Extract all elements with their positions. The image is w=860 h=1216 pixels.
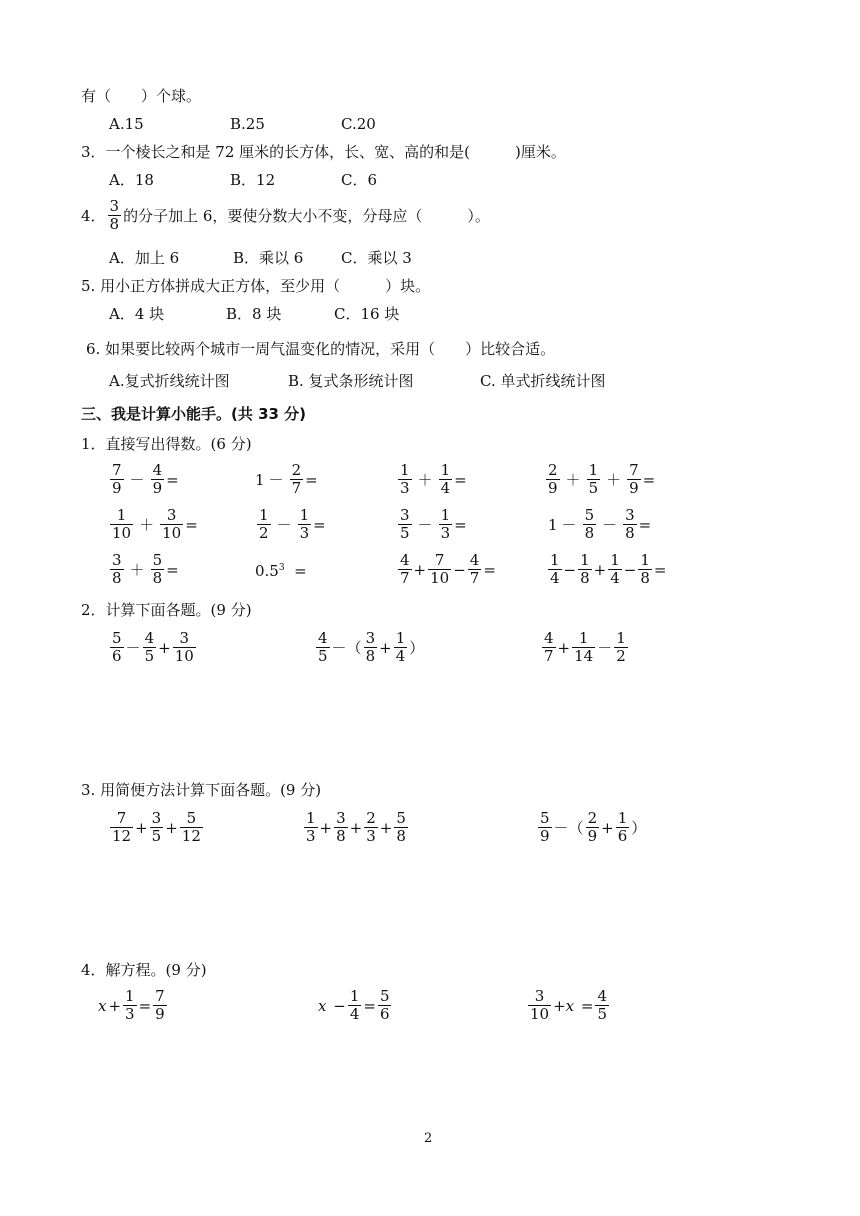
section3-title: 三、我是计算小能手。(共 33 分)	[81, 405, 307, 423]
q3-opt-c: C．6	[341, 171, 378, 189]
q5-opt-b: B．8 块	[226, 305, 282, 323]
part1-heading: 1．直接写出得数。(6 分)	[81, 435, 252, 453]
mental-item: 3 5 － $\frac{1}{3}$ =	[400, 506, 467, 542]
mental-item: 2 9 ＋ 1 5 ＋ $\frac{7}{9}$ =	[548, 461, 656, 497]
mental-item: 4 7 + $\frac{7}{10}$ − $\frac{4}{7}$ =	[400, 551, 496, 587]
mental-item: 7 9 － $\frac{4}{9}$ =	[112, 461, 179, 497]
q2-opt-b: B.25	[230, 115, 265, 133]
q2-opt-c: C.20	[341, 115, 376, 133]
page-number: 2	[424, 1131, 433, 1146]
calc-item: 1 3 + $\frac{3}{8}$ + $\frac{2}{3}$ + $\frac{5}{8}$	[306, 809, 406, 845]
q6-text: 6. 如果要比较两个城市一周气温变化的情况，采用（ ）比较合适。	[86, 340, 556, 358]
q6-opt-c: C. 单式折线统计图	[480, 372, 606, 390]
mental-item: 3 8 ＋ $\frac{5}{8}$ =	[112, 551, 179, 587]
calc-item: 7 12 + $\frac{3}{5}$ + $\frac{5}{12}$	[112, 809, 201, 845]
mental-item: 1 － 5 8 － $\frac{3}{8}$ =	[548, 506, 652, 542]
q2-opt-a: A.15	[109, 115, 144, 133]
part3-heading: 3. 用简便方法计算下面各题。(9 分)	[81, 781, 322, 799]
mental-item: 1 2 － $\frac{1}{3}$ =	[259, 506, 326, 542]
q6-opt-b: B. 复式条形统计图	[288, 372, 414, 390]
equation: x − $\frac{1}{4}$ = $\frac{5}{6}$	[318, 987, 390, 1023]
equation: 3 10 + x = $\frac{4}{5}$	[530, 987, 608, 1023]
calc-item: 5 6 － 4 5 + $\frac{3}{10}$	[112, 629, 194, 665]
q4-fraction: 3 8	[109, 197, 120, 233]
q3-text: 3．一个棱长之和是 72 厘米的长方体，长、宽、高的和是( )厘米。	[81, 143, 566, 161]
part4-heading: 4．解方程。(9 分)	[81, 961, 207, 979]
q5-text: 5. 用小正方体拼成大正方体，至少用（ ）块。	[81, 277, 431, 295]
mental-item: 1 3 ＋ $\frac{1}{4}$ =	[400, 461, 467, 497]
part2-heading: 2．计算下面各题。(9 分)	[81, 601, 252, 619]
equation: x + $\frac{1}{3}$ = $\frac{7}{9}$	[98, 987, 165, 1023]
q5-opt-a: A．4 块	[109, 305, 165, 323]
mental-item: 1 10 ＋ $\frac{3}{10}$ =	[112, 506, 198, 542]
q3-opt-b: B．12	[230, 171, 276, 189]
mental-item: 1 － $\frac{2}{7}$ =	[255, 461, 318, 497]
q4-opt-a: A．加上 6	[109, 249, 180, 267]
q4-opt-b: B．乘以 6	[233, 249, 304, 267]
mental-item: 1 4 − $\frac{1}{8}$ + $\frac{1}{4}$ − $\frac{1}{8}$ =	[550, 551, 667, 587]
q4-opt-c: C．乘以 3	[341, 249, 412, 267]
mental-item: $0.5^3$ =	[255, 562, 307, 580]
calc-item: 4 7 + $\frac{1}{14}$ － 1 2	[544, 629, 626, 665]
calc-item: 4 5 －（ 3 8 + $\frac{1}{4}$ ）	[318, 629, 425, 665]
q6-opt-a: A.复式折线统计图	[109, 372, 230, 390]
q3-opt-a: A．18	[109, 171, 154, 189]
q4-text: 4． 3 8 的分子加上 6，要使分数大小不变，分母应（ ）。	[81, 197, 490, 233]
calc-item: 5 9 －（ 2 9 + $\frac{1}{6}$ ）	[540, 809, 647, 845]
q2-tail: 有（ ）个球。	[81, 87, 202, 105]
q5-opt-c: C．16 块	[334, 305, 400, 323]
